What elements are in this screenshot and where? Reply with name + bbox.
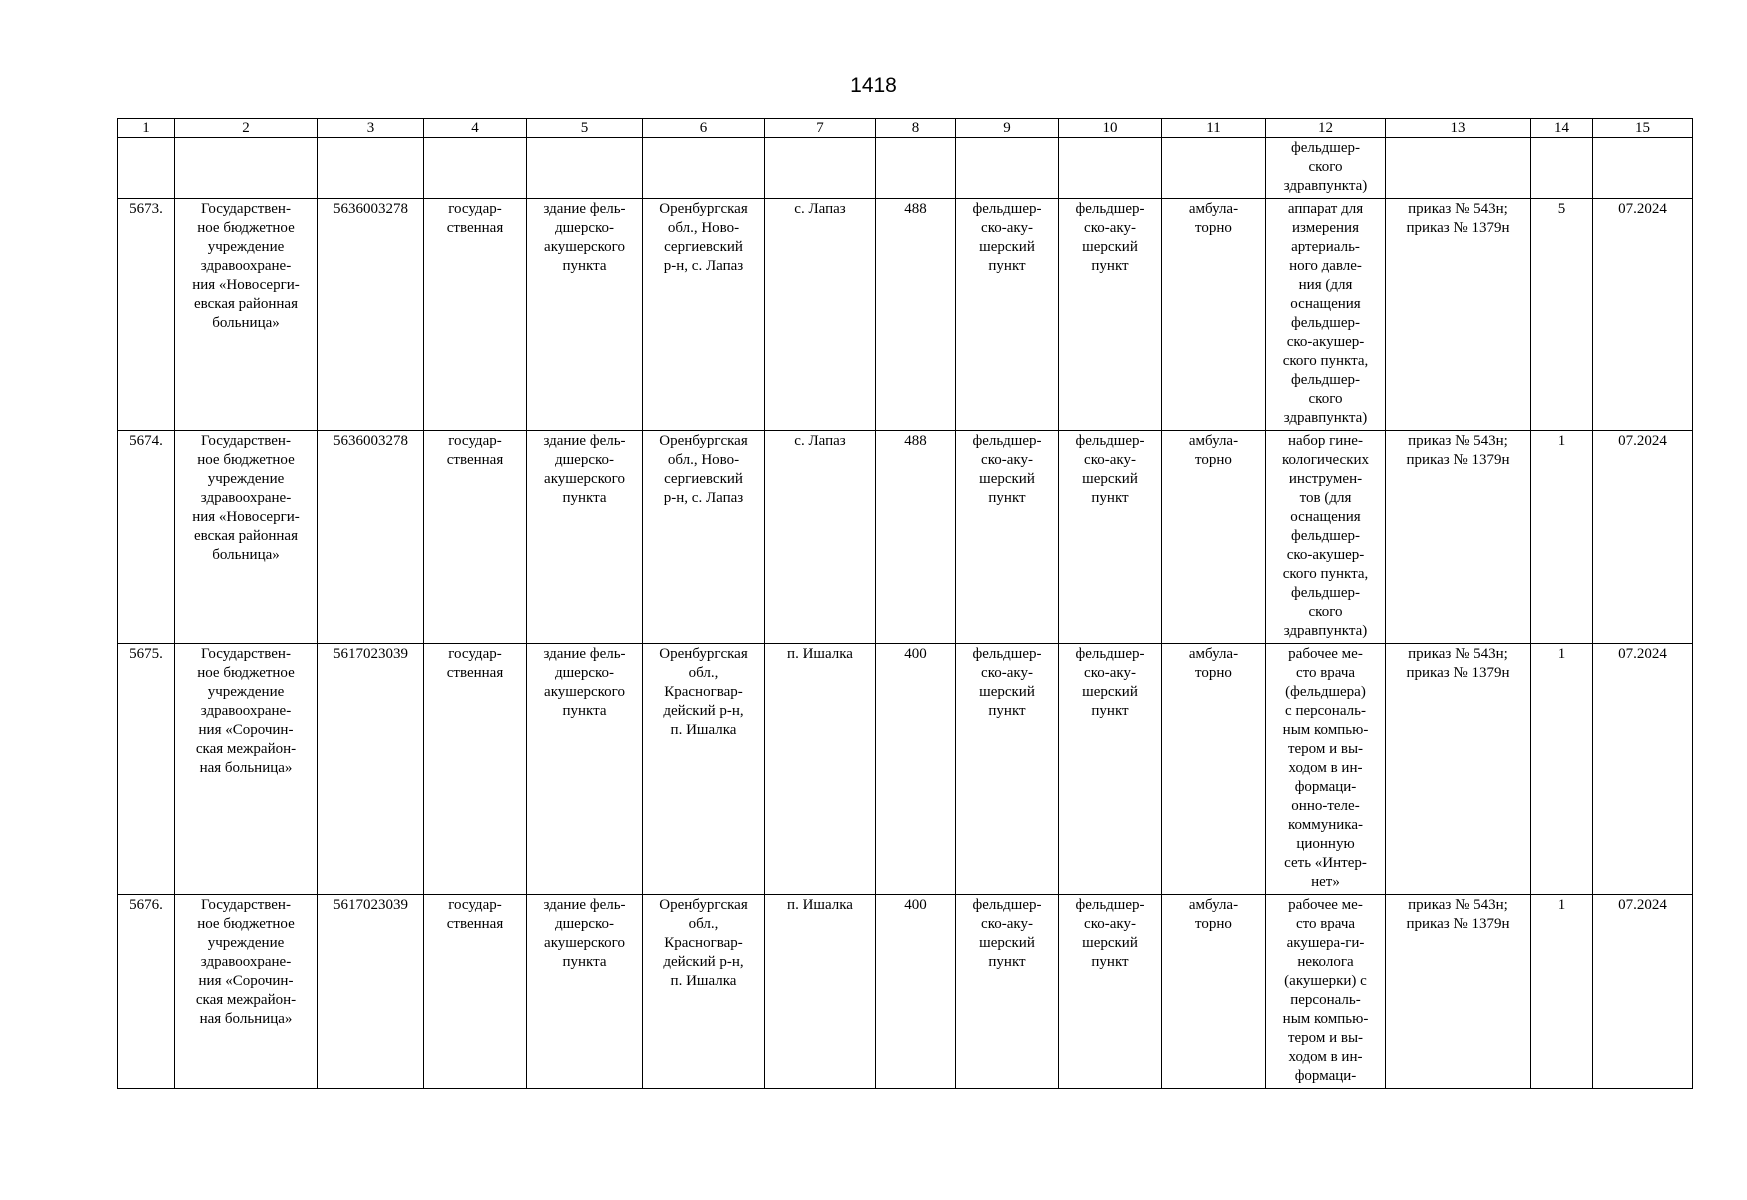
equipment-cell: аппарат для измерения артериаль- ного давле- ния (для оснащения фельдшер- ско-акушер- ского пункта, фельдшер- ского здравпункта) — [1266, 199, 1386, 431]
equipment-cell: набор гине- кологических инструмен- тов (для оснащения фельдшер- ско-акушер- ского пункта, фельдшер- ского здравпункта) — [1266, 431, 1386, 644]
unit-type-cell: фельдшер- ско-аку- шерский пункт — [956, 431, 1059, 644]
column-number-row — [118, 119, 1693, 138]
date-cell: 07.2024 — [1593, 895, 1693, 1089]
equipment-cell: рабочее ме- сто врача акушера-ги- неколога (акушерки) с персональ- ным компью- тером и вы- ходом в ин- формаци- — [1266, 895, 1386, 1089]
column-header: 4 — [424, 119, 527, 138]
building-cell: здание фель- дшерско- акушерского пункта — [527, 431, 643, 644]
ownership-cell: государ- ственная — [424, 895, 527, 1089]
organization-cell: Государствен- ное бюджетное учреждение здравоохране- ния «Новосерги- евская районная больница» — [175, 431, 318, 644]
unit-name-cell: фельдшер- ско-аку- шерский пункт — [1059, 895, 1162, 1089]
building-cell: здание фель- дшерско- акушерского пункта — [527, 895, 643, 1089]
care-form-cell: амбула- торно — [1162, 199, 1266, 431]
address-cell: Оренбургская обл., Красногвар- дейский р-н, п. Ишалка — [643, 644, 765, 895]
order-cell: приказ № 543н; приказ № 1379н — [1386, 431, 1531, 644]
care-form-cell: амбула- торно — [1162, 431, 1266, 644]
population-cell: 400 — [876, 644, 956, 895]
page-number: 1418 — [850, 74, 897, 97]
date-cell: 07.2024 — [1593, 431, 1693, 644]
equipment-cell: рабочее ме- сто врача (фельдшера) с персональ- ным компью- тером и вы- ходом в ин- формаци- онно-теле- коммуника- ционную сеть «Интер- нет» — [1266, 644, 1386, 895]
register-table — [117, 118, 1693, 1089]
ownership-cell: государ- ственная — [424, 199, 527, 431]
organization-cell: Государствен- ное бюджетное учреждение здравоохране- ния «Новосерги- евская районная больница» — [175, 199, 318, 431]
order-cell: приказ № 543н; приказ № 1379н — [1386, 895, 1531, 1089]
quantity-cell: 1 — [1531, 644, 1593, 895]
unit-type-cell: фельдшер- ско-аку- шерский пункт — [956, 644, 1059, 895]
care-form-cell: амбула- торно — [1162, 644, 1266, 895]
equipment-cell: фельдшер- ского здравпункта) — [1266, 138, 1386, 199]
column-header: 2 — [175, 119, 318, 138]
organization-cell: Государствен- ное бюджетное учреждение здравоохране- ния «Сорочин- ская межрайон- ная больница» — [175, 895, 318, 1089]
table-row — [118, 431, 1693, 644]
column-header: 11 — [1162, 119, 1266, 138]
order-cell: приказ № 543н; приказ № 1379н — [1386, 199, 1531, 431]
locality-cell: п. Ишалка — [765, 895, 876, 1089]
column-header: 7 — [765, 119, 876, 138]
column-header: 13 — [1386, 119, 1531, 138]
locality-cell: с. Лапаз — [765, 199, 876, 431]
column-header: 15 — [1593, 119, 1693, 138]
column-header: 8 — [876, 119, 956, 138]
unit-type-cell: фельдшер- ско-аку- шерский пункт — [956, 199, 1059, 431]
inn-cell: 5636003278 — [318, 199, 424, 431]
table-row — [118, 644, 1693, 895]
table-row — [118, 199, 1693, 431]
building-cell: здание фель- дшерско- акушерского пункта — [527, 199, 643, 431]
date-cell: 07.2024 — [1593, 199, 1693, 431]
column-header: 6 — [643, 119, 765, 138]
row-number: 5674. — [118, 431, 175, 644]
unit-name-cell: фельдшер- ско-аку- шерский пункт — [1059, 644, 1162, 895]
unit-name-cell: фельдшер- ско-аку- шерский пункт — [1059, 199, 1162, 431]
population-cell: 400 — [876, 895, 956, 1089]
continuation-row — [118, 138, 1693, 199]
care-form-cell: амбула- торно — [1162, 895, 1266, 1089]
inn-cell: 5617023039 — [318, 644, 424, 895]
locality-cell: с. Лапаз — [765, 431, 876, 644]
order-cell: приказ № 543н; приказ № 1379н — [1386, 644, 1531, 895]
quantity-cell: 1 — [1531, 431, 1593, 644]
population-cell: 488 — [876, 199, 956, 431]
inn-cell: 5636003278 — [318, 431, 424, 644]
column-header: 1 — [118, 119, 175, 138]
row-number: 5676. — [118, 895, 175, 1089]
locality-cell: п. Ишалка — [765, 644, 876, 895]
column-header: 5 — [527, 119, 643, 138]
inn-cell: 5617023039 — [318, 895, 424, 1089]
quantity-cell: 5 — [1531, 199, 1593, 431]
organization-cell: Государствен- ное бюджетное учреждение здравоохране- ния «Сорочин- ская межрайон- ная больница» — [175, 644, 318, 895]
address-cell: Оренбургская обл., Ново- сергиевский р-н, с. Лапаз — [643, 431, 765, 644]
ownership-cell: государ- ственная — [424, 644, 527, 895]
table-row — [118, 895, 1693, 1089]
unit-name-cell: фельдшер- ско-аку- шерский пункт — [1059, 431, 1162, 644]
column-header: 10 — [1059, 119, 1162, 138]
building-cell: здание фель- дшерско- акушерского пункта — [527, 644, 643, 895]
unit-type-cell: фельдшер- ско-аку- шерский пункт — [956, 895, 1059, 1089]
row-number: 5675. — [118, 644, 175, 895]
column-header: 3 — [318, 119, 424, 138]
column-header: 12 — [1266, 119, 1386, 138]
row-number: 5673. — [118, 199, 175, 431]
quantity-cell: 1 — [1531, 895, 1593, 1089]
address-cell: Оренбургская обл., Красногвар- дейский р-н, п. Ишалка — [643, 895, 765, 1089]
column-header: 9 — [956, 119, 1059, 138]
population-cell: 488 — [876, 431, 956, 644]
column-header: 14 — [1531, 119, 1593, 138]
ownership-cell: государ- ственная — [424, 431, 527, 644]
address-cell: Оренбургская обл., Ново- сергиевский р-н, с. Лапаз — [643, 199, 765, 431]
date-cell: 07.2024 — [1593, 644, 1693, 895]
